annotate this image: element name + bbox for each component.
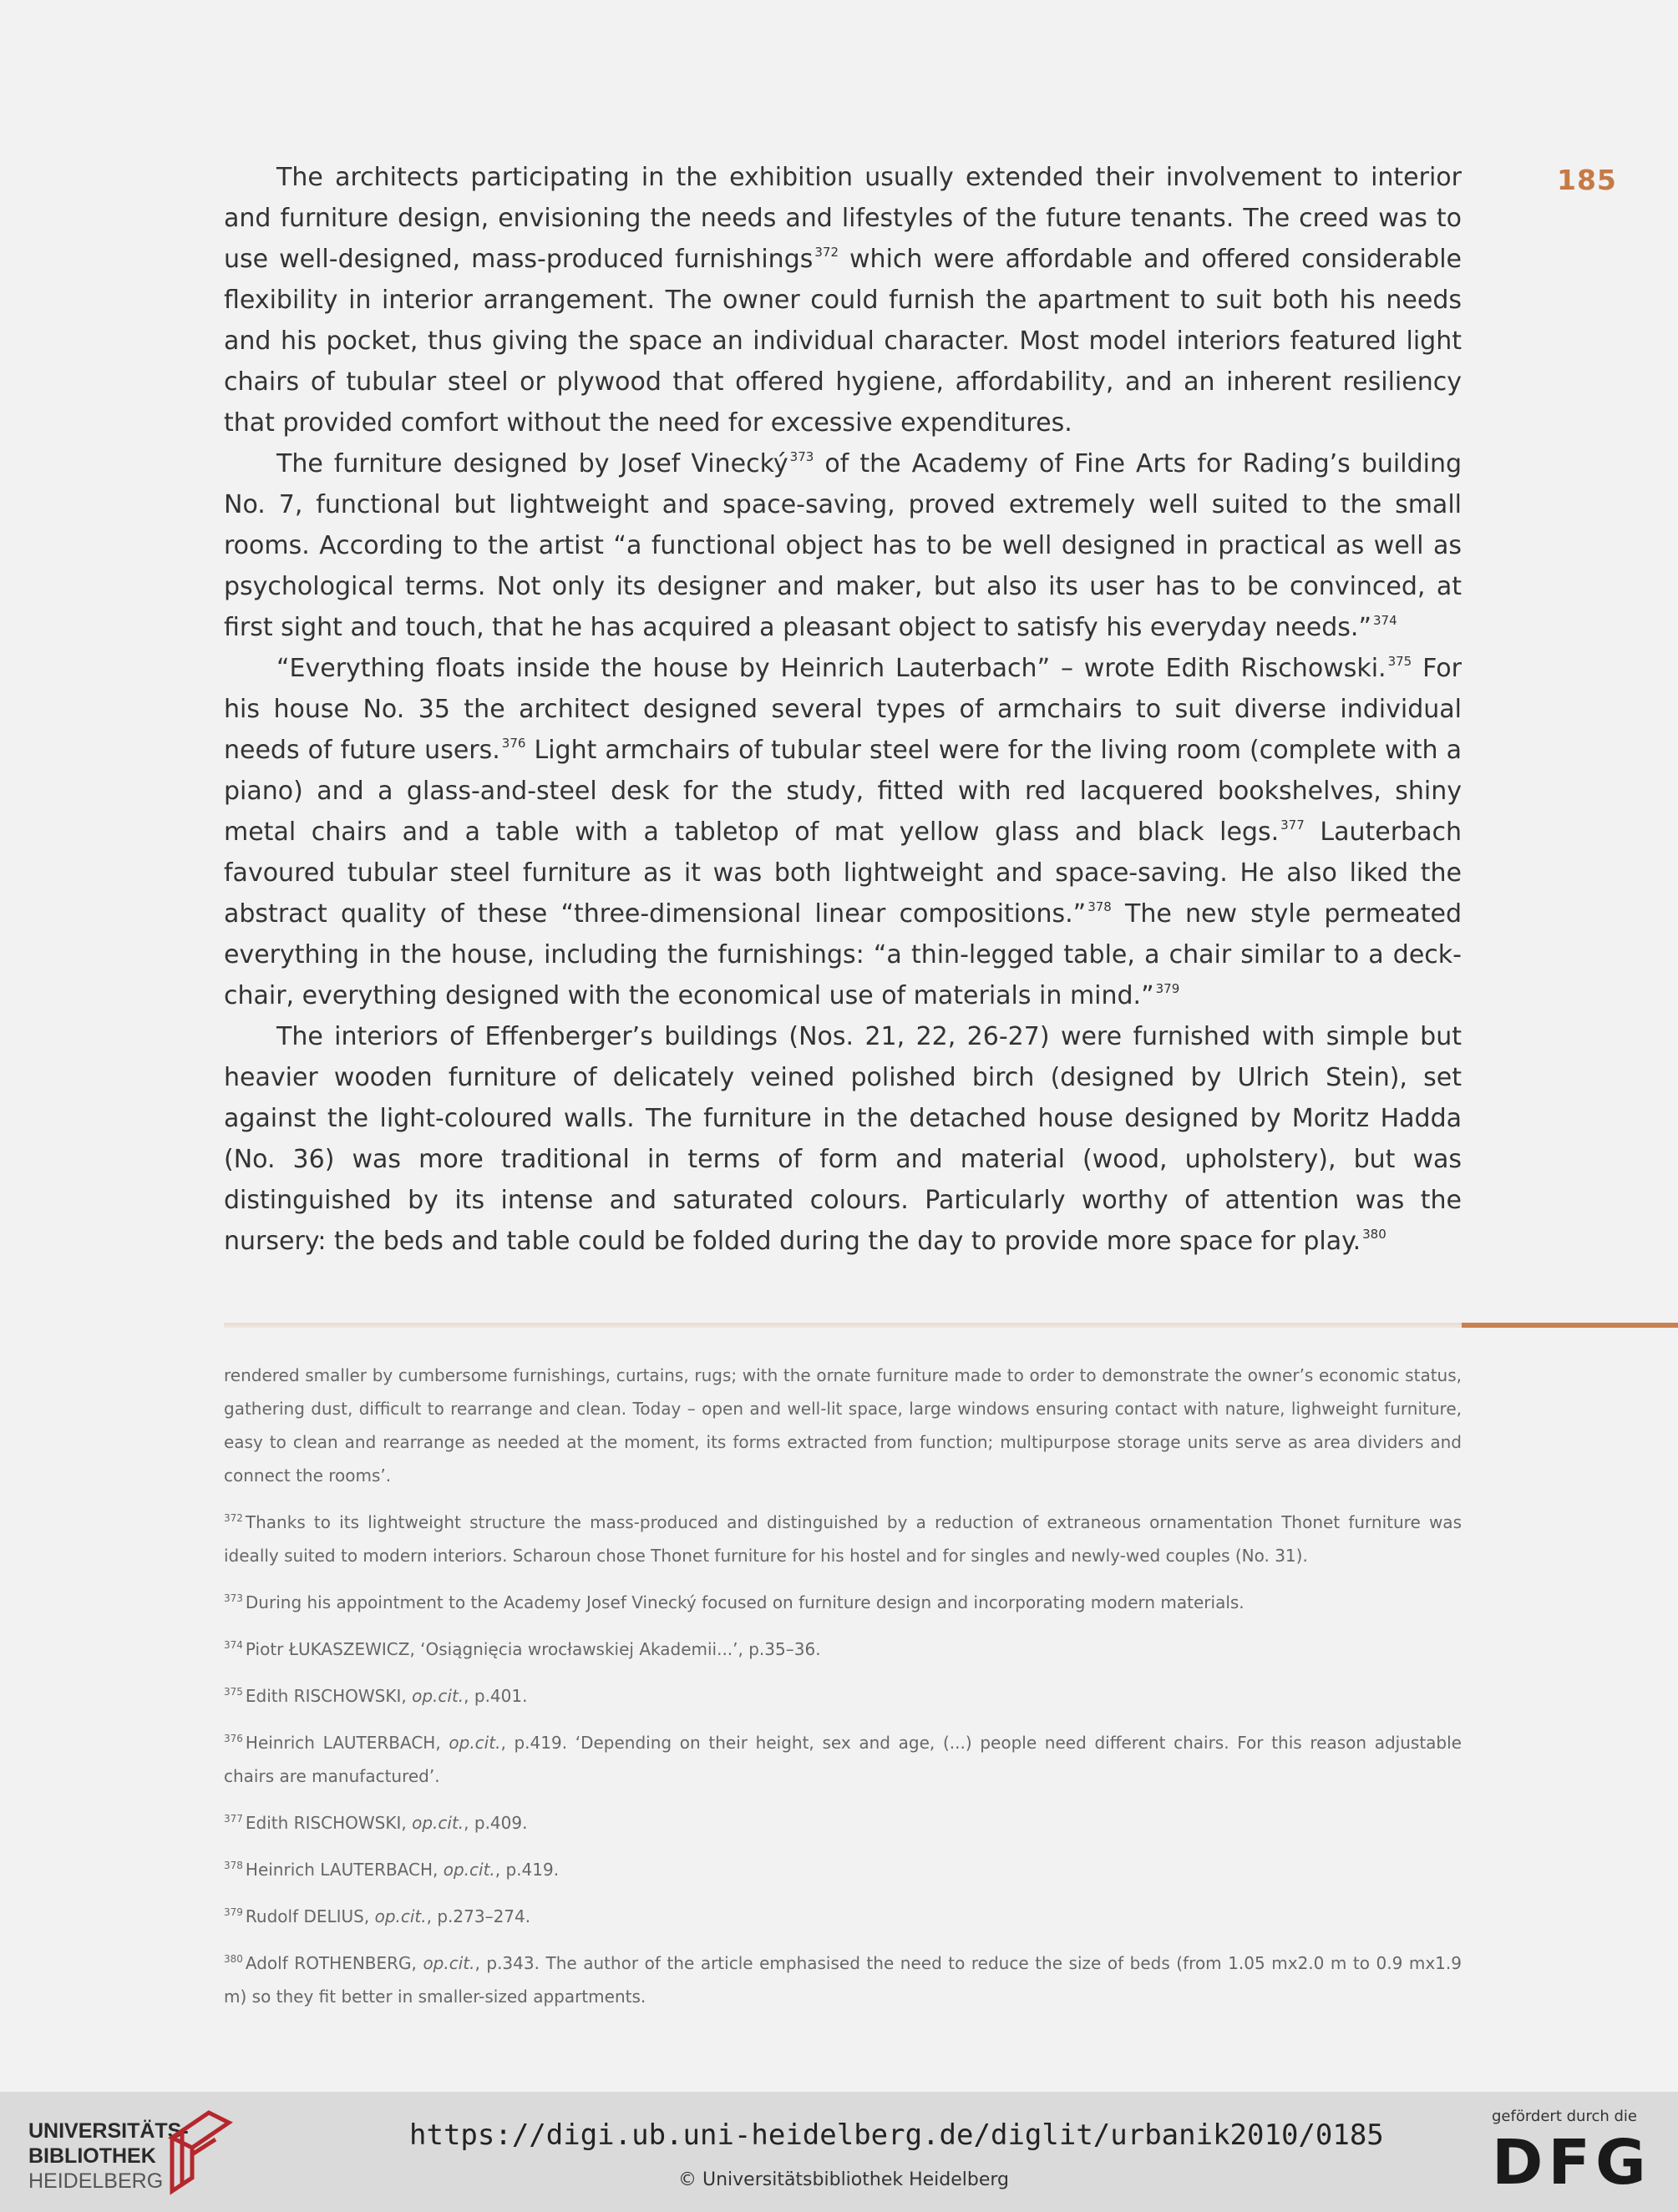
footnote-ref[interactable]: 372 xyxy=(814,245,839,260)
footnote-379: $^{379}$ Rudolf DELIUS, op.cit., p.273–274. xyxy=(224,1906,531,1926)
footnote-378: $^{378}$ Heinrich LAUTERBACH, op.cit., p.419. xyxy=(224,1860,560,1880)
dfg-logo[interactable]: DFG xyxy=(1492,2127,1651,2199)
footnote-ref[interactable]: 376 xyxy=(501,736,526,751)
copyright-text: © Universitätsbibliothek Heidelberg xyxy=(678,2169,1010,2190)
footnote-divider-accent xyxy=(1462,1323,1678,1328)
footnote-ref[interactable]: 380 xyxy=(1362,1227,1387,1242)
footnote-377: $^{377}$ Edith RISCHOWSKI, op.cit., p.409. xyxy=(224,1813,528,1833)
footer-bar xyxy=(0,2092,1678,2212)
body-paragraph: “Everything floats inside the house by Heinrich Lauterbach” – wrote Edith Rischowski. $^{375}$ For his house No. 35 the architect designed several types of armchairs to suit diverse individual needs of future users. $^{376}$ Light armchairs of tubular steel were for the living room (complete with a piano) and a glass-and-steel desk for the study, fitted with red lacquered bookshelves, shiny metal chairs and a table with a tabletop of mat yellow glass and black legs. $^{377}$ Lauterbach favoured tubular steel furniture as it was both lightweight and space-saving. He also liked the abstract quality of these “three-dimensional linear compositions.” $^{378}$ The new style permeated everything in the house, including the furnishings: “a thin-legged table, a chair similar to a deck-chair, everything designed with the economical use of materials in mind.” $^{379}$ xyxy=(224,654,1462,1010)
page-number: 185 xyxy=(1557,164,1617,196)
footnote-divider xyxy=(224,1323,1462,1328)
footnote-375: $^{375}$ Edith RISCHOWSKI, op.cit., p.401. xyxy=(224,1686,528,1706)
library-logo-icon xyxy=(165,2104,234,2198)
permalink-url[interactable]: https://digi.ub.uni-heidelberg.de/diglit/urbanik2010/0185 xyxy=(409,2118,1384,2152)
body-paragraph: The furniture designed by Josef Vinecký $^{373}$ of the Academy of Fine Arts for Rading’s building No. 7, functional but lightweight and space-saving, proved extremely well suited to the small rooms. According to the artist “a functional object has to be well designed in practical as well as psychological terms. Not only its designer and maker, but also its user has to be convinced, at first sight and touch, that he has acquired a pleasant object to satisfy his everyday needs.” $^{374}$ xyxy=(224,449,1462,642)
footnote-374: $^{374}$ Piotr ŁUKASZEWICZ, ‘Osiągnięcia wrocławskiej Akademii...’, p.35–36. xyxy=(224,1639,821,1659)
body-paragraph: The interiors of Effenberger’s buildings (Nos. 21, 22, 26-27) were furnished with simple but heavier wooden furniture of delicately veined polished birch (designed by Ulrich Stein), set against the light-coloured walls. The furniture in the detached house designed by Moritz Hadda (No. 36) was more traditional in terms of form and material (wood, upholstery), but was distinguished by its intense and saturated colours. Particularly worthy of attention was the nursery: the beds and table could be folded during the day to provide more space for play. $^{380}$ xyxy=(224,1022,1462,1256)
body-paragraph: The architects participating in the exhibition usually extended their involvement to interior and furniture design, envisioning the needs and lifestyles of the future tenants. The creed was to use well-designed, mass-produced furnishings $^{372}$ which were affordable and offered considerable flexibility in interior arrangement. The owner could furnish the apartment to suit both his needs and his pocket, thus giving the space an individual character. Most model interiors featured light chairs of tubular steel or plywood that offered hygiene, affordability, and an inherent resiliency that provided comfort without the need for excessive expenditures. xyxy=(224,163,1463,438)
body-text xyxy=(224,157,1462,1262)
footnote-ref[interactable]: 378 xyxy=(1087,899,1112,914)
footnote-ref[interactable]: 373 xyxy=(789,449,814,464)
footnote-ref[interactable]: 379 xyxy=(1155,981,1180,996)
footnote-ref[interactable]: 374 xyxy=(1373,613,1397,628)
footnote-376: $^{376}$ Heinrich LAUTERBACH, op.cit., p.419. ‘Depending on their height, sex and age, (...) people need different chairs. For this reason adjustable chairs are manufactured’. xyxy=(224,1733,1462,1786)
footnote-ref[interactable]: 375 xyxy=(1387,654,1412,669)
footnote-372: $^{372}$ Thanks to its lightweight structure the mass-produced and distinguished by a reduction of extraneous ornamentation Thonet furniture was ideally suited to modern interiors. Scharoun chose Thonet furniture for his hostel and for singles and newly-wed couples (No. 31). xyxy=(224,1512,1462,1566)
footnote-ref[interactable]: 377 xyxy=(1280,817,1305,833)
footnote-373: $^{373}$ During his appointment to the Academy Josef Vinecký focused on furniture design and incorporating modern materials. xyxy=(224,1592,1245,1612)
footnotes xyxy=(224,1359,1462,2027)
library-logo-text[interactable]: UNIVERSITÄTS- BIBLIOTHEK HEIDELBERG xyxy=(28,2119,189,2193)
funding-caption: gefördert durch die xyxy=(1492,2108,1637,2125)
footnote-380: $^{380}$ Adolf ROTHENBERG, op.cit., p.343. The author of the article emphasised the need to reduce the size of beds (from 1.05 mx2.0 m to 0.9 mx1.9 m) so they fit better in smaller-sized appartments. xyxy=(224,1953,1462,2007)
footnote-continued: rendered smaller by cumbersome furnishings, curtains, rugs; with the ornate furniture made to order to demonstrate the owner’s economic status, gathering dust, difficult to rearrange and clean. Today – open and well-lit space, large windows ensuring contact with nature, lighweight furniture, easy to clean and rearrange as needed at the moment, its forms extracted from function; multipurpose storage units serve as area dividers and connect the rooms’. xyxy=(224,1365,1462,1486)
